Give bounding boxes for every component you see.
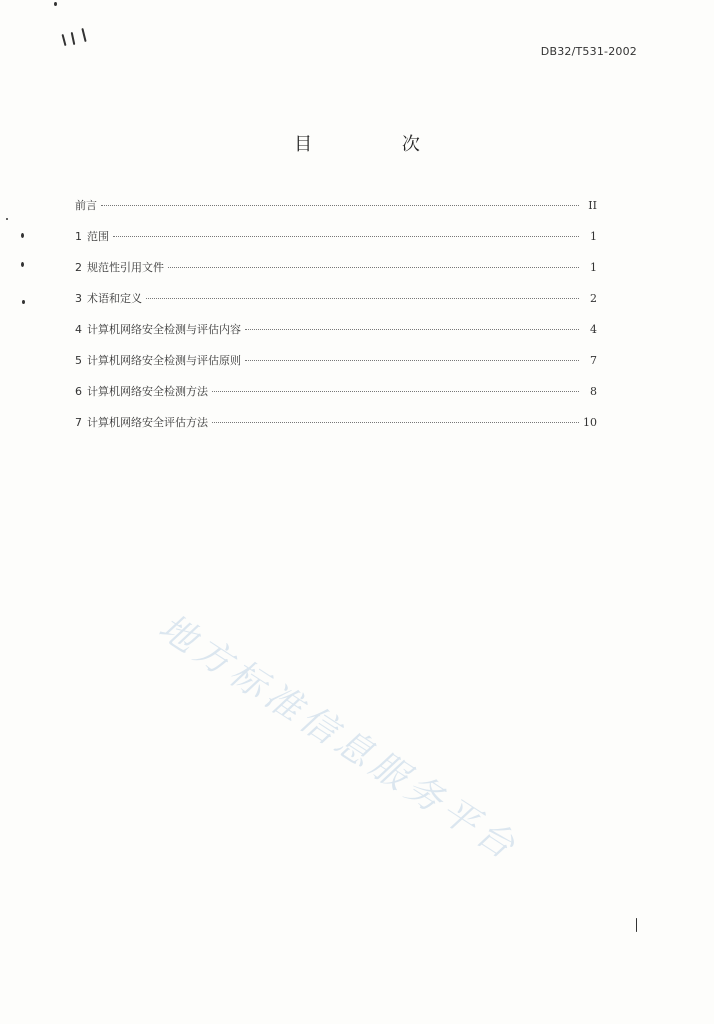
toc-entry-label: 计算机网络安全评估方法 [87,416,208,429]
toc-entry-number: 5 [75,354,82,367]
toc-entry-page: 7 [590,354,597,367]
toc-entry-page: 1 [590,230,597,243]
toc-entry-number: 2 [75,261,82,274]
scan-mark [61,34,66,46]
toc-leader-dots [245,329,579,330]
toc-leader-dots [245,360,579,361]
toc-entry-label: 前言 [75,199,97,212]
toc-leader-dots [101,205,579,206]
toc-leader-dots [113,236,579,237]
scan-mark [71,32,76,45]
toc-entry-page: 2 [590,292,597,305]
scan-speck [54,2,57,6]
document-code: DB32/T531-2002 [540,45,637,58]
toc-entry-foreword [75,197,597,228]
toc-entry-number: 6 [75,385,82,398]
scan-mark [81,28,86,42]
toc-leader-dots [212,391,579,392]
page-title: 目 次 [294,134,462,155]
toc-entry-number: 3 [75,292,82,305]
toc-entry-page: II [588,199,597,212]
table-of-contents [75,197,597,445]
toc-entry-3 [75,290,597,321]
toc-leader-dots [168,267,579,268]
toc-entry-label: 术语和定义 [87,292,142,305]
scan-mark [636,918,637,932]
toc-leader-dots [212,422,579,423]
scan-speck [21,262,24,267]
toc-entry-6 [75,383,597,414]
toc-entry-label: 范围 [87,230,109,243]
toc-entry-7 [75,414,597,445]
toc-leader-dots [146,298,579,299]
toc-entry-4 [75,321,597,352]
scan-speck [22,300,25,304]
toc-entry-number: 1 [75,230,82,243]
toc-entry-label: 计算机网络安全检测与评估内容 [87,323,241,336]
watermark: 地方标准信息服务平台 [151,606,526,870]
scan-speck [6,218,8,220]
toc-entry-page: 10 [583,416,597,429]
toc-entry-number: 4 [75,323,82,336]
scan-speck [21,233,24,238]
toc-entry-label: 规范性引用文件 [87,261,164,274]
toc-entry-number: 7 [75,416,82,429]
toc-entry-2 [75,259,597,290]
toc-entry-page: 1 [590,261,597,274]
toc-entry-1 [75,228,597,259]
toc-entry-label: 计算机网络安全检测方法 [87,385,208,398]
toc-entry-page: 4 [590,323,597,336]
toc-entry-page: 8 [590,385,597,398]
toc-entry-5 [75,352,597,383]
toc-entry-label: 计算机网络安全检测与评估原则 [87,354,241,367]
